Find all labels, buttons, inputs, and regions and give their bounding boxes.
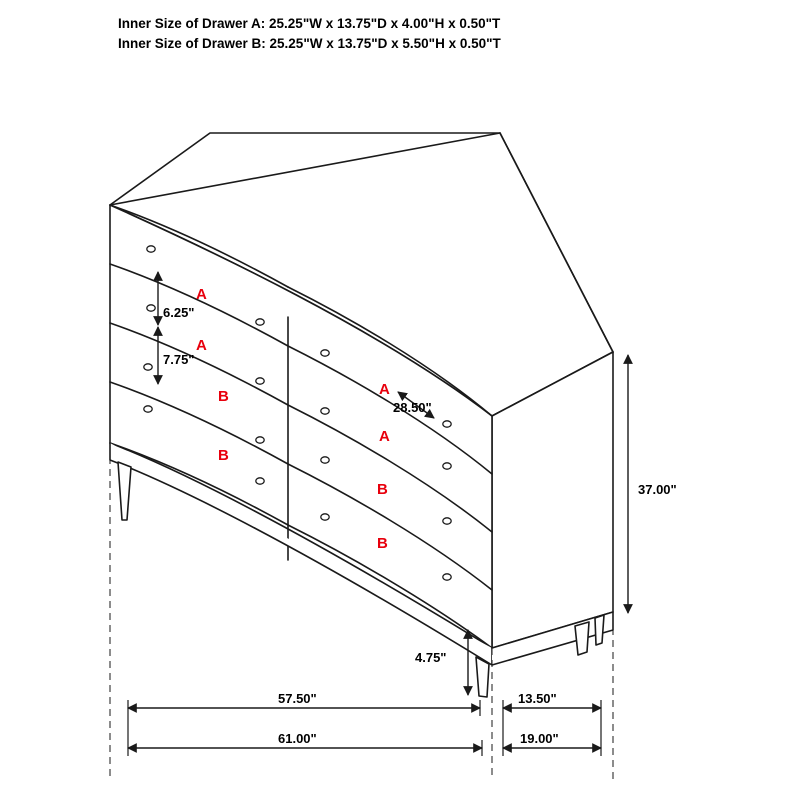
drawer-label-right-row1: A [379,381,390,398]
dimension-leg-height: 4.75" [415,650,447,665]
dimension-total-height: 37.00" [638,482,677,497]
drawer-label-left-row3: B [218,388,229,405]
drawer-label-left-row2: A [196,337,207,354]
dimension-front-width: 57.50" [278,691,317,706]
drawer-label-right-row3: B [377,481,388,498]
dimension-overall-depth: 19.00" [520,731,559,746]
header-line-drawer-b: Inner Size of Drawer B: 25.25"W x 13.75"D x 5.50"H x 0.50"T [118,36,501,51]
dimension-front-depth: 28.50" [393,400,432,415]
drawer-label-right-row4: B [377,535,388,552]
header-line-drawer-a: Inner Size of Drawer A: 25.25"W x 13.75"D x 4.00"H x 0.50"T [118,16,501,31]
dimension-overall-width: 61.00" [278,731,317,746]
drawer-label-left-row1: A [196,286,207,303]
dimension-side-depth: 13.50" [518,691,557,706]
drawer-label-left-row4: B [218,447,229,464]
drawer-label-right-row2: A [379,428,390,445]
dimension-drawer-b-height-1: 7.75" [163,352,195,367]
dimension-drawer-a-height-1: 6.25" [163,305,195,320]
